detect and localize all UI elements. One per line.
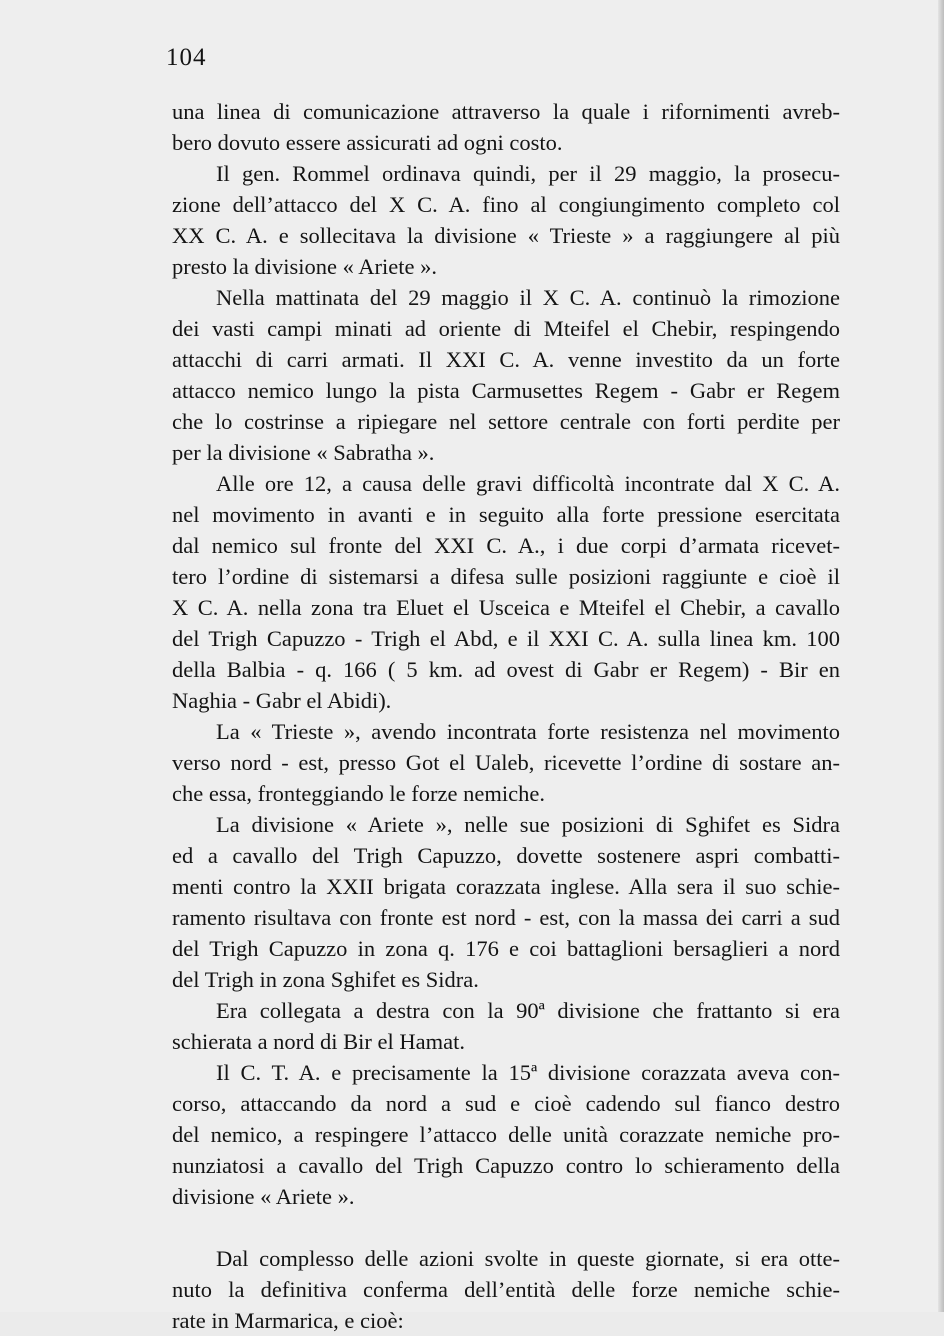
text-line: X C. A. nella zona tra Eluet el Usceica e Mteifel el Chebir, a cavallo xyxy=(172,595,840,620)
text-line: ed a cavallo del Trigh Capuzzo, dovette sostenere aspri combatti- xyxy=(172,843,840,868)
page-number: 104 xyxy=(166,44,207,71)
text-line: dal nemico sul fronte del XXI C. A., i due corpi d’armata ricevet- xyxy=(172,533,840,558)
text-line: una linea di comunicazione attraverso la quale i rifornimenti avreb- xyxy=(172,99,840,124)
text-line: del Trigh Capuzzo - Trigh el Abd, e il XXI C. A. sulla linea km. 100 xyxy=(172,626,840,651)
text-line: che lo costrinse a ripiegare nel settore centrale con forti perdite per xyxy=(172,409,840,434)
text-line: Naghia - Gabr el Abidi). xyxy=(172,688,392,713)
text-line: rate in Marmarica, e cioè: xyxy=(172,1308,404,1333)
text-line: nel movimento in avanti e in seguito alla forte pressione esercitata xyxy=(172,502,840,527)
text-line: Alle ore 12, a causa delle gravi difficoltà incontrate dal X C. A. xyxy=(216,471,840,496)
text-line: zione dell’attacco del X C. A. fino al congiungimento completo col xyxy=(172,192,840,217)
text-line: Il C. T. A. e precisamente la 15ª divisione corazzata aveva con- xyxy=(216,1060,840,1085)
text-line: nuto la definitiva conferma dell’entità delle forze nemiche schie- xyxy=(172,1277,840,1302)
body-text xyxy=(172,96,840,1336)
text-line: La divisione « Ariete », nelle sue posizioni di Sghifet es Sidra xyxy=(216,812,840,837)
text-line: verso nord - est, presso Got el Ualeb, ricevette l’ordine di sostare an- xyxy=(172,750,840,775)
text-line: Il gen. Rommel ordinava quindi, per il 29 maggio, la prosecu- xyxy=(216,161,840,186)
text-line: per la divisione « Sabratha ». xyxy=(172,440,435,465)
text-line: della Balbia - q. 166 ( 5 km. ad ovest di Gabr er Regem) - Bir en xyxy=(172,657,840,682)
text-line: Nella mattinata del 29 maggio il X C. A. continuò la rimozione xyxy=(216,285,840,310)
text-line: dei vasti campi minati ad oriente di Mteifel el Chebir, respingendo xyxy=(172,316,840,341)
text-line: attacco nemico lungo la pista Carmusettes Regem - Gabr er Regem xyxy=(172,378,840,403)
text-line: tero l’ordine di sistemarsi a difesa sulle posizioni raggiunte e cioè il xyxy=(172,564,840,589)
text-line: nunziatosi a cavallo del Trigh Capuzzo contro lo schieramento della xyxy=(172,1153,840,1178)
text-line: Era collegata a destra con la 90ª divisione che frattanto si era xyxy=(216,998,840,1023)
text-line: del Trigh Capuzzo in zona q. 176 e coi battaglioni bersaglieri a nord xyxy=(172,936,840,961)
text-line: La « Trieste », avendo incontrata forte resistenza nel movimento xyxy=(216,719,840,744)
text-line: presto la divisione « Ariete ». xyxy=(172,254,437,279)
text-line: XX C. A. e sollecitava la divisione « Trieste » a raggiungere al più xyxy=(172,223,840,248)
text-line: divisione « Ariete ». xyxy=(172,1184,355,1209)
text-line: del Trigh in zona Sghifet es Sidra. xyxy=(172,967,479,992)
text-line: Dal complesso delle azioni svolte in queste giornate, si era otte- xyxy=(216,1246,840,1271)
text-line: che essa, fronteggiando le forze nemiche. xyxy=(172,781,545,806)
text-line: menti contro la XXII brigata corazzata inglese. Alla sera il suo schie- xyxy=(172,874,840,899)
text-line: bero dovuto essere assicurati ad ogni costo. xyxy=(172,130,563,155)
page-edge-shadow xyxy=(938,0,944,1312)
text-line: schierata a nord di Bir el Hamat. xyxy=(172,1029,466,1054)
text-line: attacchi di carri armati. Il XXI C. A. venne investito da un forte xyxy=(172,347,840,372)
paragraph-gap xyxy=(172,1212,840,1243)
text-line: ramento risultava con fronte est nord - est, con la massa dei carri a sud xyxy=(172,905,840,930)
text-line: corso, attaccando da nord a sud e cioè cadendo sul fianco destro xyxy=(172,1091,840,1116)
text-line: del nemico, a respingere l’attacco delle unità corazzate nemiche pro- xyxy=(172,1122,840,1147)
